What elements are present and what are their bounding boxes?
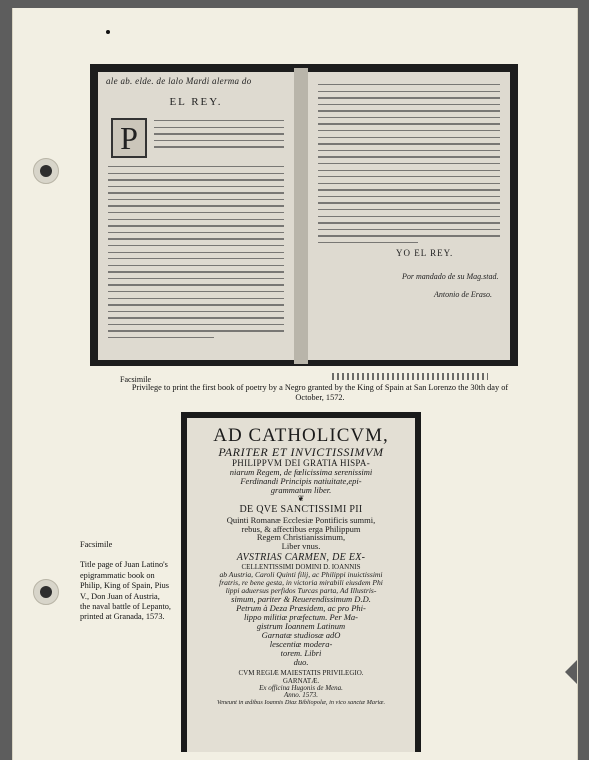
title-line: Ex officina Hugonis de Mena. <box>259 684 343 693</box>
title-line: rebus, & affectibus erga Philippum <box>241 523 361 534</box>
title-line: lippi aduersus perfidos Turcas parta, Ad Illustris- <box>225 586 377 596</box>
punch-hole-bottom <box>33 579 59 605</box>
running-head: ale ab. elde. de lalo Mardi alerma do <box>106 76 252 86</box>
title-line: CVM REGIÆ MAIESTATIS PRIVILEGIO. <box>238 669 364 678</box>
title-line: Liber vnus. <box>281 541 321 552</box>
privilege-right-page <box>308 72 510 360</box>
title-line: PARITER ET INVICTISSIMVM <box>218 444 384 459</box>
ink-dot <box>106 30 110 34</box>
title-line: torem. Libri <box>280 647 322 658</box>
punch-hole-top <box>33 158 59 184</box>
title-line: fratris, re bene gesta, in victoria mirabili eiusdem Phi <box>219 578 383 588</box>
title-line: Petrum à Deza Præsidem, ac pro Phi- <box>236 602 366 613</box>
title-page <box>187 418 415 752</box>
title-line: grammatum liber. <box>270 484 332 495</box>
title-line: Garnatæ studiosæ adO <box>261 629 341 640</box>
title-page-facsimile-photo <box>181 412 421 752</box>
decorated-initial: P <box>111 118 147 158</box>
title-line: duo. <box>293 656 309 667</box>
book-gutter <box>294 68 308 364</box>
title-line: Quinti Romanæ Ecclesiæ Pontificis summi, <box>226 514 376 525</box>
archive-stamp <box>332 373 488 380</box>
edge-notch <box>565 660 577 684</box>
title-line: Ferdinandi Principis natiuitate,epi- <box>240 475 362 486</box>
title-line: simum, pariter & Reuerendissimum D.D. <box>231 594 371 605</box>
title-line: GARNATÆ. <box>282 676 320 685</box>
title-page-caption-block <box>80 540 172 623</box>
text-block-right <box>318 84 500 248</box>
privilege-caption: Privilege to print the first book of poetry by a Negro granted by the King of Spain at San Lorenzo the 30th day of October, 1572. <box>131 383 509 402</box>
top-facsimile-label: Facsimile <box>120 375 152 384</box>
privilege-left-page <box>98 72 294 360</box>
fleuron-icon: ❦ <box>297 493 305 503</box>
page-heading: EL REY. <box>169 96 223 108</box>
title-line: Anno. 1573. <box>283 691 319 700</box>
title-line: gistrum Ioannem Latinum <box>256 620 346 631</box>
title-line: Regem Christianissimum, <box>256 532 346 543</box>
title-line: ab Austria, Caroli Quinti filij, ac Philippi inuictissimi <box>219 570 383 580</box>
title-line: CELLENTISSIMI DOMINI D. IOANNIS <box>241 562 361 571</box>
title-line: PHILIPPVM DEI GRATIA HISPA- <box>231 457 371 468</box>
text-block-beside-initial <box>154 120 284 153</box>
title-page-caption: Title page of Juan Latino's epigrammatic book on Philip, King of Spain, Pius V., Don Juan of Austria, the naval battle of Lepanto, printed at Granada, 1573. <box>80 560 171 622</box>
title-line: Veneunt in ædibus Ioannis Diaz Bibliopolæ, in vico sanctæ Mariæ. <box>216 698 386 706</box>
text-block-main <box>108 166 284 344</box>
title-line: DE QVE SANCTISSIMI PII <box>239 504 363 516</box>
title-line: lescentiæ modera- <box>269 638 333 649</box>
signature-secretary: Antonio de Eraso. <box>434 290 492 299</box>
closing-yo-el-rey: YO EL REY. <box>396 248 454 258</box>
title-line: niarum Regem, de fœlicissima serenissimi <box>229 466 373 477</box>
title-line: lippo militiæ præfectum. Per Ma- <box>243 611 359 622</box>
privilege-facsimile-photo <box>90 64 518 366</box>
title-line: AVSTRIAS CARMEN, DE EX- <box>236 552 366 564</box>
signature-mandate: Por mandado de su Mag.stad. <box>402 272 499 281</box>
title-line: AD CATHOLICVM, <box>213 425 389 446</box>
bottom-facsimile-label: Facsimile <box>80 540 113 549</box>
